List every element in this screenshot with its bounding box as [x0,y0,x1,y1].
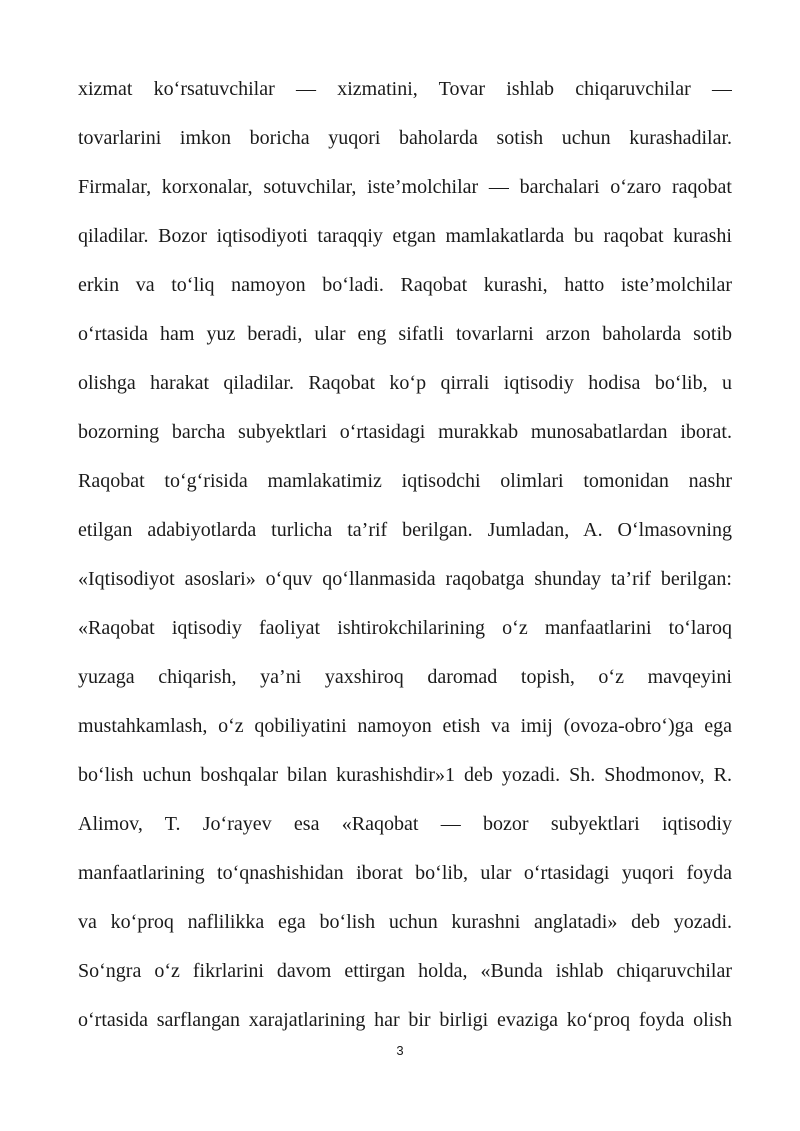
text-line: Firmalar, korxonalar, sotuvchilar, iste’molchilar — barchalari o‘zaro raqobat [78,176,732,198]
text-line: So‘ngra o‘z fikrlarini davom ettirgan holda, «Bunda ishlab chiqaruvchilar [78,960,732,982]
text-line: manfaatlarining to‘qnashishidan iborat bo‘lib, ular o‘rtasidagi yuqori foyda [78,862,732,884]
text-line: va ko‘proq naflilikka ega bo‘lish uchun kurashni anglatadi» deb yozadi. [78,911,732,933]
text-line: mustahkamlash, o‘z qobiliyatini namoyon etish va imij (ovoza-obro‘)ga ega [78,715,732,737]
text-line: erkin va to‘liq namoyon bo‘ladi. Raqobat kurashi, hatto iste’molchilar [78,274,732,296]
page-number: 3 [396,1043,404,1058]
text-line: yuzaga chiqarish, ya’ni yaxshiroq daromad topish, o‘z mavqeyini [78,666,732,688]
text-line: qiladilar. Bozor iqtisodiyoti taraqqiy etgan mamlakatlarda bu raqobat kurashi [78,225,732,247]
document-body [78,68,732,1048]
text-line: tovarlarini imkon boricha yuqori baholarda sotish uchun kurashadilar. [78,127,732,149]
text-line: xizmat ko‘rsatuvchilar — xizmatini, Tovar ishlab chiqaruvchilar — [78,78,732,100]
text-line: o‘rtasida sarflangan xarajatlarining har bir birligi evaziga ko‘proq foyda olish [78,1009,732,1031]
text-line: «Iqtisodiyot asoslari» o‘quv qo‘llanmasida raqobatga shunday ta’rif berilgan: [78,568,732,590]
text-line: Alimov, T. Jo‘rayev esa «Raqobat — bozor subyektlari iqtisodiy [78,813,732,835]
text-line: etilgan adabiyotlarda turlicha ta’rif berilgan. Jumladan, A. O‘lmasovning [78,519,732,541]
text-line: olishga harakat qiladilar. Raqobat ko‘p qirrali iqtisodiy hodisa bo‘lib, u [78,372,732,394]
text-line: bozorning barcha subyektlari o‘rtasidagi murakkab munosabatlardan iborat. [78,421,732,443]
text-line: Raqobat to‘g‘risida mamlakatimiz iqtisodchi olimlari tomonidan nashr [78,470,732,492]
text-line: o‘rtasida ham yuz beradi, ular eng sifatli tovarlarni arzon baholarda sotib [78,323,732,345]
text-line: «Raqobat iqtisodiy faoliyat ishtirokchilarining o‘z manfaatlarini to‘laroq [78,617,732,639]
text-line: bo‘lish uchun boshqalar bilan kurashishdir»1 deb yozadi. Sh. Shodmonov, R. [78,764,732,786]
